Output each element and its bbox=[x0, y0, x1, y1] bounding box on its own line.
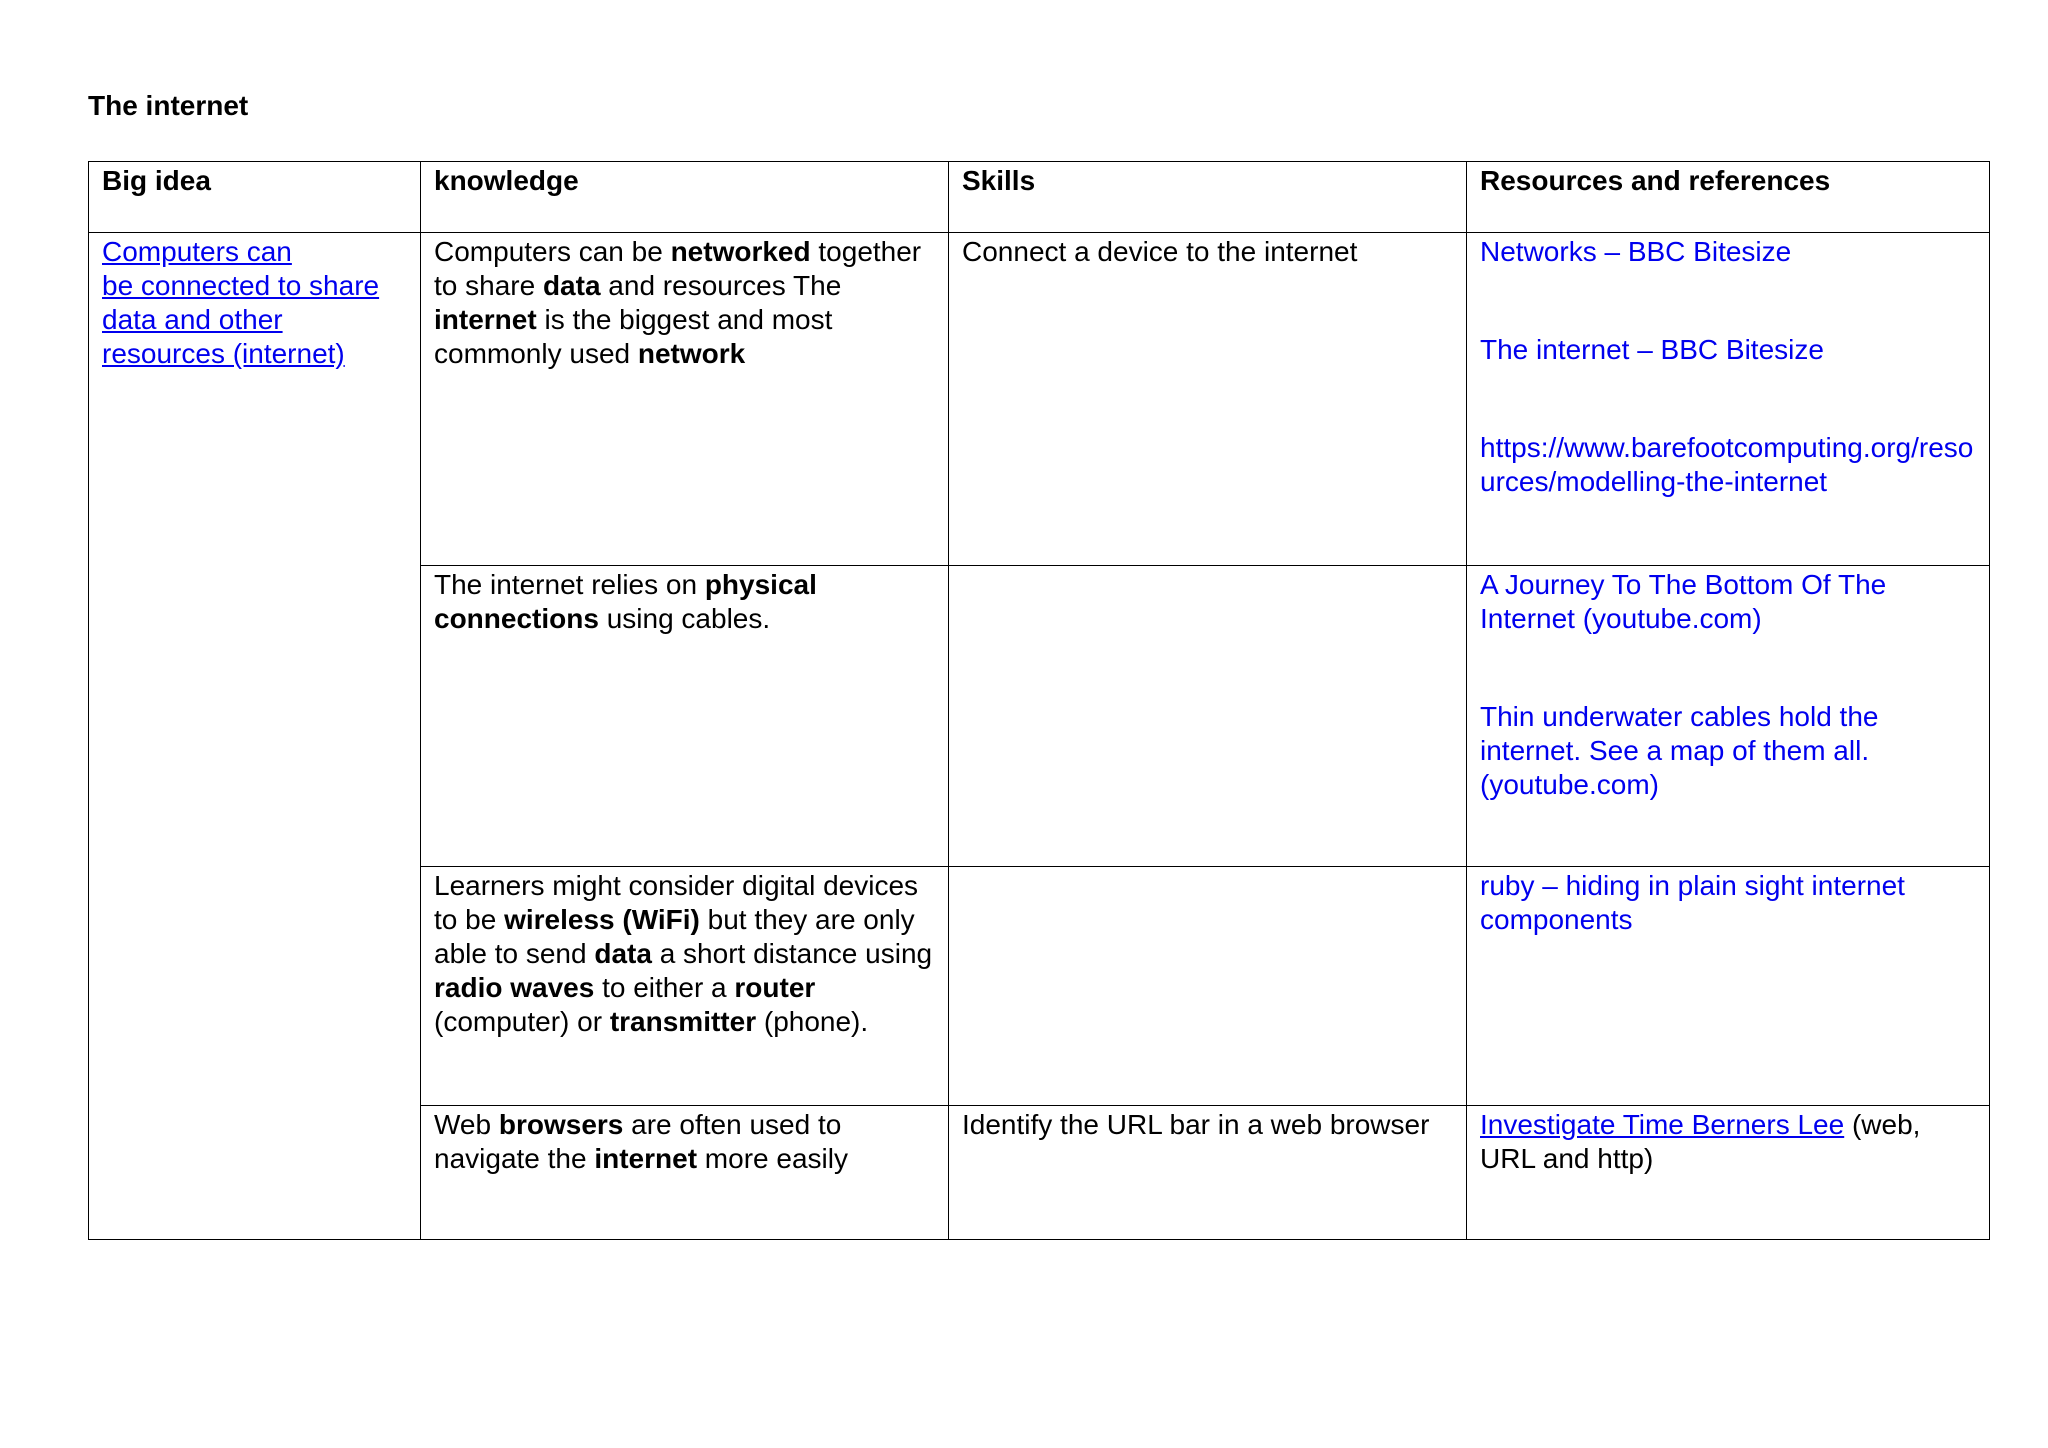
big-idea-line: resources (internet) bbox=[102, 338, 345, 369]
big-idea-link[interactable] bbox=[102, 236, 379, 369]
resources-cell bbox=[1467, 233, 1990, 566]
knowledge-cell bbox=[421, 233, 949, 566]
knowledge-keyword: internet bbox=[434, 304, 537, 335]
knowledge-text: (phone). bbox=[756, 1006, 869, 1037]
knowledge-keyword: radio waves bbox=[434, 972, 595, 1003]
big-idea-line: data and other bbox=[102, 304, 283, 335]
big-idea-cell bbox=[89, 233, 421, 1240]
spacer bbox=[1480, 636, 1976, 700]
knowledge-text: (computer) or bbox=[434, 1006, 610, 1037]
resource-note: (web, URL and http) bbox=[1480, 1109, 1921, 1174]
knowledge-text: together to share bbox=[434, 236, 922, 301]
knowledge-text: and resources The bbox=[600, 270, 842, 301]
knowledge-cell bbox=[421, 867, 949, 1106]
knowledge-text: is the biggest and most commonly used bbox=[434, 304, 833, 369]
table-row bbox=[89, 233, 1990, 566]
header-skills: Skills bbox=[949, 162, 1467, 233]
header-resources: Resources and references bbox=[1467, 162, 1990, 233]
resource-link-networks-bitesize[interactable]: Networks – BBC Bitesize bbox=[1480, 236, 1792, 267]
knowledge-keyword: internet bbox=[594, 1143, 698, 1174]
resources-cell bbox=[1467, 1106, 1990, 1240]
resource-link-journey-video[interactable]: A Journey To The Bottom Of The Internet (youtube.com) bbox=[1480, 569, 1887, 634]
knowledge-text: are often used to navigate the bbox=[434, 1109, 842, 1174]
knowledge-text: using cables. bbox=[598, 603, 771, 634]
table-header-row bbox=[89, 162, 1990, 233]
knowledge-text: but they are only able to send bbox=[434, 904, 915, 969]
knowledge-cell bbox=[421, 566, 949, 867]
skills-cell bbox=[949, 566, 1467, 867]
knowledge-keyword: networked bbox=[670, 236, 811, 267]
spacer bbox=[1480, 367, 1976, 431]
knowledge-cell bbox=[421, 1106, 949, 1240]
knowledge-keyword: data bbox=[542, 270, 601, 301]
resource-link-ruby-components[interactable]: ruby – hiding in plain sight internet components bbox=[1480, 870, 1905, 935]
skills-cell bbox=[949, 867, 1467, 1106]
spacer bbox=[1480, 269, 1976, 333]
big-idea-line: Computers can bbox=[102, 236, 292, 267]
resources-cell bbox=[1467, 566, 1990, 867]
knowledge-keyword: data bbox=[594, 938, 652, 969]
knowledge-keyword: router bbox=[734, 972, 816, 1003]
knowledge-keyword: browsers bbox=[498, 1109, 624, 1140]
big-idea-line: be connected to share bbox=[102, 270, 380, 301]
knowledge-keyword: physical connections bbox=[434, 569, 817, 634]
header-big-idea: Big idea bbox=[89, 162, 421, 233]
header-knowledge: knowledge bbox=[421, 162, 949, 233]
page-title: The internet bbox=[88, 90, 249, 121]
skills-cell: Identify the URL bar in a web browser bbox=[949, 1106, 1467, 1240]
resource-link-underwater-cables-video[interactable]: Thin underwater cables hold the internet. See a map of them all. (youtube.com) bbox=[1480, 701, 1879, 800]
skills-cell: Connect a device to the internet bbox=[949, 233, 1467, 566]
resource-link-barefoot[interactable]: https://www.barefootcomputing.org/resources/modelling-the-internet bbox=[1480, 432, 1974, 497]
resource-link-time-berners-lee[interactable]: Investigate Time Berners Lee bbox=[1480, 1109, 1845, 1140]
knowledge-text: Learners might consider digital devices to be bbox=[434, 870, 919, 935]
knowledge-text: The internet relies on bbox=[434, 569, 705, 600]
knowledge-text: to either a bbox=[594, 972, 735, 1003]
knowledge-keyword: network bbox=[637, 338, 746, 369]
knowledge-keyword: wireless (WiFi) bbox=[504, 904, 700, 935]
knowledge-text: Web bbox=[434, 1109, 499, 1140]
resource-link-internet-bitesize[interactable]: The internet – BBC Bitesize bbox=[1480, 334, 1824, 365]
knowledge-text: more easily bbox=[697, 1143, 848, 1174]
resources-cell bbox=[1467, 867, 1990, 1106]
curriculum-table bbox=[88, 161, 1990, 1240]
knowledge-text: Computers can be bbox=[434, 236, 671, 267]
knowledge-keyword: transmitter bbox=[609, 1006, 757, 1037]
knowledge-text: a short distance using bbox=[651, 938, 933, 969]
